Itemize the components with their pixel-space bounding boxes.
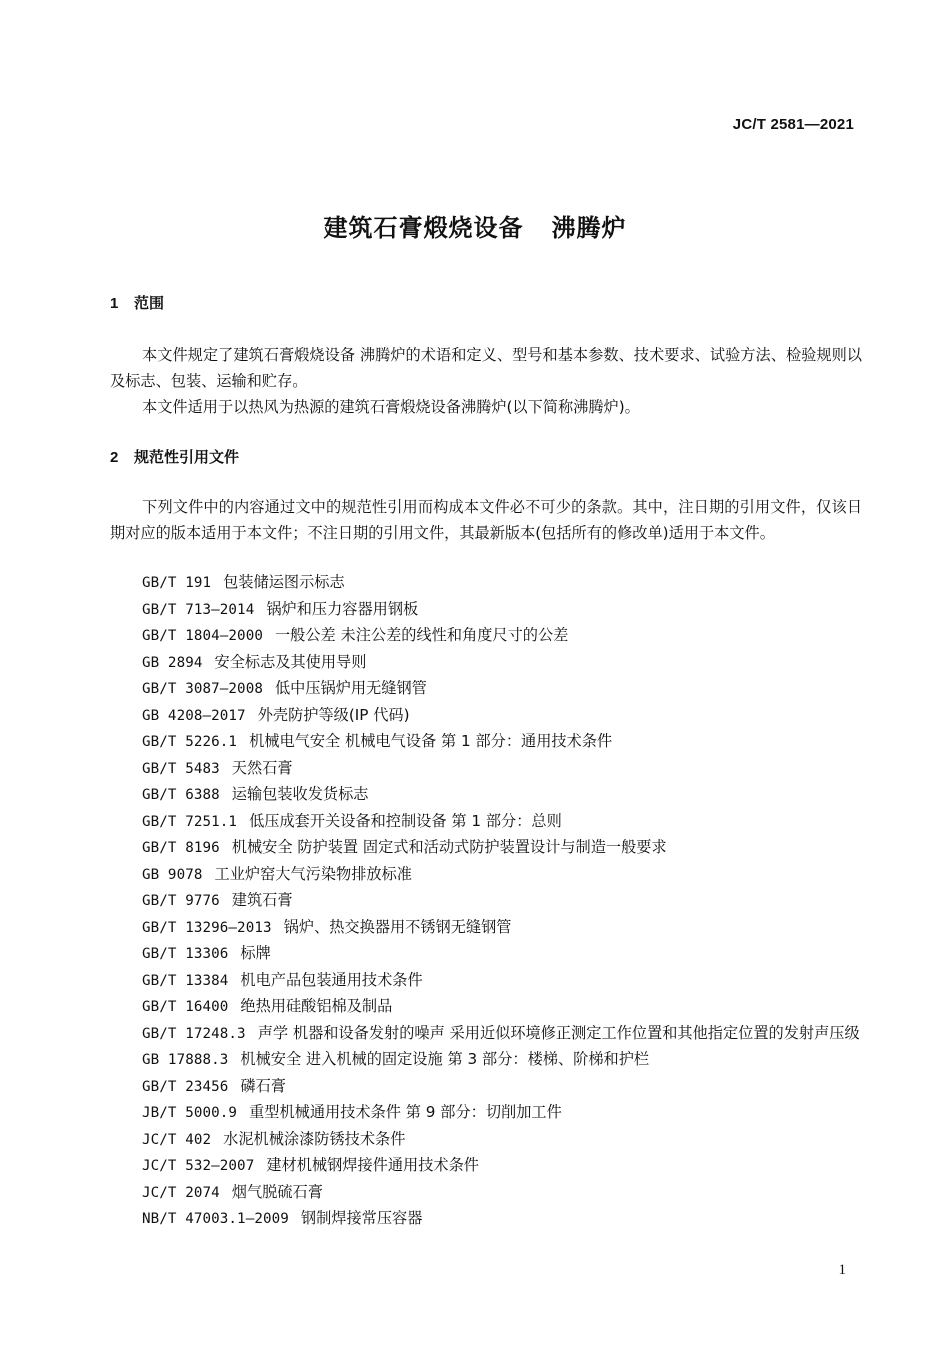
reference-code: GB/T 16400 — [142, 999, 229, 1015]
reference-item — [110, 835, 862, 862]
reference-item — [110, 994, 862, 1021]
reference-title: 锅炉、热交换器用不锈钢无缝钢管 — [283, 917, 512, 936]
reference-title: 建筑石膏 — [231, 891, 293, 909]
reference-title: 机电产品包装通用技术条件 — [240, 970, 423, 989]
reference-title: 建材机械钢焊接件通用技术条件 — [266, 1156, 479, 1174]
reference-code: GB/T 5226.1 — [142, 734, 238, 750]
reference-item — [110, 1074, 862, 1101]
reference-item — [110, 1153, 862, 1180]
reference-item — [110, 1047, 862, 1074]
section-1-heading — [110, 292, 164, 313]
reference-item — [110, 1100, 862, 1127]
section-2-heading — [110, 446, 239, 467]
standard-number: JC/T 2581—2021 — [732, 116, 854, 133]
section-title: 规范性引用文件 — [134, 448, 240, 466]
reference-code: NB/T 47003.1—2009 — [142, 1211, 289, 1227]
document-title — [0, 208, 950, 243]
scope-paragraph-2: 本文件适用于以热风为热源的建筑石膏煅烧设备沸腾炉(以下简称沸腾炉)。 — [142, 398, 640, 416]
reference-code: GB 9078 — [142, 866, 203, 883]
reference-item — [110, 703, 862, 730]
reference-code: GB/T 7251.1 — [142, 813, 238, 830]
reference-title: 锅炉和压力容器用钢板 — [266, 599, 419, 618]
reference-title: 安全标志及其使用导则 — [214, 652, 367, 671]
reference-item — [110, 597, 862, 624]
reference-code: GB/T 713—2014 — [142, 601, 255, 618]
reference-code: GB/T 13306 — [142, 946, 229, 962]
reference-code: JC/T 532—2007 — [142, 1158, 255, 1174]
reference-code: GB 4208—2017 — [142, 707, 246, 724]
reference-code: GB/T 13384 — [142, 972, 229, 989]
reference-title: 绝热用硅酸铝棉及制品 — [240, 997, 393, 1015]
reference-item — [110, 915, 862, 942]
reference-code: GB/T 6388 — [142, 787, 220, 803]
reference-title: 工业炉窑大气污染物排放标准 — [214, 864, 412, 883]
reference-code: GB/T 17248.3 — [142, 1025, 246, 1042]
reference-item — [110, 729, 862, 756]
reference-item — [110, 809, 862, 836]
reference-title: 声学 机器和设备发射的噪声 采用近似环境修正测定工作位置和其他指定位置的发射声压级 — [257, 1023, 860, 1042]
reference-title: 机械安全 防护装置 固定式和活动式防护装置设计与制造一般要求 — [231, 838, 667, 856]
reference-item — [110, 862, 862, 889]
reference-item — [110, 1206, 862, 1233]
reference-item — [110, 968, 862, 995]
reference-item — [110, 650, 862, 677]
reference-item — [110, 888, 862, 915]
reference-title: 天然石膏 — [231, 758, 293, 777]
reference-code: JC/T 402 — [142, 1131, 212, 1148]
reference-code: GB 17888.3 — [142, 1052, 229, 1068]
reference-code: GB/T 5483 — [142, 760, 220, 777]
reference-item — [110, 623, 862, 650]
reference-title: 机械电气安全 机械电气设备 第 1 部分：通用技术条件 — [249, 732, 613, 750]
scope-paragraph-1: 本文件规定了建筑石膏煅烧设备 沸腾炉的术语和定义、型号和基本参数、技术要求、试验方法、检验规则以及标志、包装、运输和贮存。 — [110, 346, 862, 390]
reference-code: GB/T 8196 — [142, 840, 220, 856]
reference-item — [110, 570, 862, 597]
title-part-1: 建筑石膏煅烧设备 — [323, 214, 524, 242]
reference-item — [110, 676, 862, 703]
reference-title: 机械安全 进入机械的固定设施 第 3 部分：楼梯、阶梯和护栏 — [240, 1050, 650, 1068]
reference-title: 包装储运图示标志 — [223, 573, 345, 591]
reference-item — [110, 941, 862, 968]
reference-code: GB/T 23456 — [142, 1078, 229, 1095]
reference-title: 一般公差 未注公差的线性和角度尺寸的公差 — [274, 626, 569, 644]
reference-item — [110, 782, 862, 809]
reference-title: 烟气脱硫石膏 — [231, 1182, 323, 1201]
reference-title: 标牌 — [240, 944, 271, 962]
reference-code: GB 2894 — [142, 654, 203, 671]
reference-code: GB/T 3087—2008 — [142, 681, 263, 697]
reference-title: 重型机械通用技术条件 第 9 部分：切削加工件 — [249, 1103, 562, 1121]
reference-title: 低压成套开关设备和控制设备 第 1 部分：总则 — [249, 811, 562, 830]
reference-item — [110, 1021, 862, 1048]
normative-references-intro: 下列文件中的内容通过文中的规范性引用而构成本文件必不可少的条款。其中，注日期的引用文件，仅该日期对应的版本适用于本文件；不注日期的引用文件，其最新版本(包括所有的修改单)适用于本文件。 — [110, 498, 862, 542]
page-number: 1 — [838, 1262, 846, 1278]
reference-code: GB/T 13296—2013 — [142, 919, 272, 936]
reference-code: GB/T 191 — [142, 575, 212, 591]
reference-code: GB/T 1804—2000 — [142, 628, 263, 644]
reference-title: 运输包装收发货标志 — [231, 785, 369, 803]
reference-list — [110, 570, 862, 1233]
reference-code: JC/T 2074 — [142, 1184, 220, 1201]
reference-title: 低中压锅炉用无缝钢管 — [274, 679, 427, 697]
reference-title: 钢制焊接常压容器 — [300, 1209, 423, 1227]
reference-code: GB/T 9776 — [142, 893, 220, 909]
section-title: 范围 — [134, 294, 165, 312]
reference-title: 磷石膏 — [240, 1076, 286, 1095]
reference-item — [110, 756, 862, 783]
reference-title: 水泥机械涂漆防锈技术条件 — [223, 1129, 406, 1148]
title-part-2: 沸腾炉 — [551, 214, 627, 242]
reference-item — [110, 1127, 862, 1154]
reference-title: 外壳防护等级(IP 代码) — [257, 705, 410, 724]
section-number: 1 — [110, 295, 119, 312]
reference-code: JB/T 5000.9 — [142, 1105, 238, 1121]
reference-item — [110, 1180, 862, 1207]
section-number: 2 — [110, 449, 119, 466]
